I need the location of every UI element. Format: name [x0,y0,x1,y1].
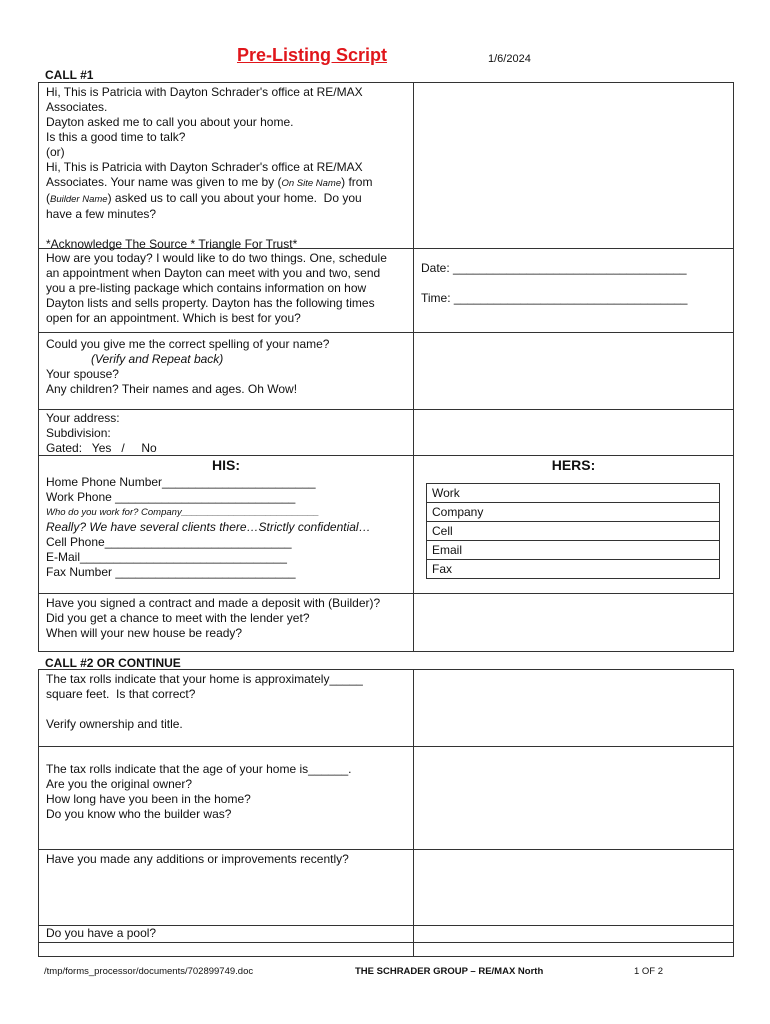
footer-page-number: 1 OF 2 [634,966,664,977]
appointment-line: Dayton lists and sells property. Dayton has the following times [46,296,375,310]
hers-work-field[interactable]: Work [427,484,719,503]
sqft-line: square feet. Is that correct? [46,687,196,701]
intro-line: Associates. [46,100,108,114]
appointment-line: you a pre-listing package which contains information on how [46,281,367,295]
intro-text: ( [46,191,50,205]
appointment-row [39,248,733,332]
hers-cell-field[interactable]: Cell [427,522,719,541]
spelling-line: Could you give me the correct spelling of your name? [46,337,330,351]
age-line: The tax rolls indicate that the age of your home is______. [46,762,352,776]
verify-note: (Verify and Repeat back) [91,352,224,366]
additions-line: Have you made any additions or improvements recently? [46,852,349,866]
his-work-phone-field[interactable]: Work Phone ___________________________ [46,490,296,504]
intro-line: Is this a good time to talk? [46,130,186,144]
sqft-cell [39,670,414,746]
call1-label: CALL #1 [45,68,94,82]
contract-line: Did you get a chance to meet with the lender yet? [46,611,310,625]
intro-row [39,82,733,251]
intro-cell [39,83,414,251]
intro-line: Dayton asked me to call you about your home. [46,115,294,129]
contract-line: Have you signed a contract and made a deposit with (Builder)? [46,596,381,610]
blank-cell [39,943,414,956]
additions-notes[interactable] [414,850,733,925]
spelling-cell [39,333,414,409]
call1-table [38,82,734,652]
hers-fax-field[interactable]: Fax [427,560,719,579]
intro-line: have a few minutes? [46,207,157,221]
spelling-notes[interactable] [414,333,733,409]
on-site-name-placeholder: On Site Name [281,178,342,189]
call2-label: CALL #2 OR CONTINUE [45,656,181,670]
intro-text: ) asked us to call you about your home. Do you [107,191,362,205]
address-cell [39,410,414,455]
intro-line: Hi, This is Patricia with Dayton Schrader's office at RE/MAX [46,160,363,174]
contact-row [39,455,733,593]
appointment-line: How are you today? I would like to do two things. One, schedule [46,251,387,265]
appointment-cell [39,249,414,332]
spelling-line: Your spouse? [46,367,119,381]
age-notes[interactable] [414,747,733,849]
call2-table [38,669,734,957]
pool-cell [39,926,414,942]
intro-line [46,175,406,191]
additions-cell [39,850,414,925]
his-fax-field[interactable]: Fax Number ___________________________ [46,565,296,579]
his-cell-field[interactable]: Cell Phone____________________________ [46,535,292,549]
footer-path: /tmp/forms_processor/documents/702899749.doc [44,966,254,977]
additions-row [39,849,733,925]
intro-line: (or) [46,145,65,159]
sqft-notes[interactable] [414,670,733,746]
page-title: Pre-Listing Script [237,45,388,65]
spelling-row [39,332,733,409]
intro-line [46,191,406,207]
age-line: Do you know who the builder was? [46,807,232,821]
his-heading: HIS: [212,457,240,473]
appointment-line: open for an appointment. Which is best for you? [46,311,301,325]
footer-company: THE SCHRADER GROUP – RE/MAX North [355,966,544,977]
contract-row [39,593,733,652]
pool-line: Do you have a pool? [46,926,157,940]
blank-row [39,942,733,957]
verify-ownership: Verify ownership and title. [46,717,183,731]
his-cell [39,456,414,593]
address-row [39,409,733,455]
pool-notes[interactable] [414,926,733,942]
age-line: How long have you been in the home? [46,792,251,806]
pool-row [39,925,733,942]
hers-heading: HERS: [551,457,596,473]
contract-cell [39,594,414,651]
age-cell [39,747,414,849]
sqft-line: The tax rolls indicate that your home is approximately_____ [46,672,363,686]
his-home-phone-field[interactable]: Home Phone Number_______________________ [46,475,316,489]
appointment-fields [414,249,733,332]
spelling-line: Any children? Their names and ages. Oh Wow! [46,382,298,396]
intro-line: Hi, This is Patricia with Dayton Schrader's office at RE/MAX [46,85,363,99]
hers-company-field[interactable]: Company [427,503,719,522]
address-line: Your address: [46,411,120,425]
intro-notes[interactable] [414,83,733,248]
time-field[interactable]: Time: ___________________________________ [421,291,688,305]
acknowledge-note: *Acknowledge The Source * Triangle For Trust* [46,237,298,251]
blank-notes[interactable] [414,943,733,956]
address-notes[interactable] [414,410,733,455]
intro-text: ) from [341,175,373,189]
appointment-line: an appointment when Dayton can meet with you and two, send [46,266,381,280]
his-email-field[interactable]: E-Mail_______________________________ [46,550,287,564]
date-field[interactable]: Date: ___________________________________ [421,261,687,275]
intro-text: Associates. Your name was given to me by ( [46,175,282,189]
hers-cell [414,456,733,593]
hers-email-field[interactable]: Email [427,541,719,560]
sqft-row [39,669,733,746]
hers-field-list [426,483,720,579]
subdivision-line: Subdivision: [46,426,111,440]
builder-name-placeholder: Builder Name [50,194,108,205]
contract-notes[interactable] [414,594,733,651]
contract-line: When will your new house be ready? [46,626,243,640]
document-date: 1/6/2024 [488,53,531,65]
age-line: Are you the original owner? [46,777,193,791]
age-row [39,746,733,849]
his-company-field[interactable]: Who do you work for? Company__________________________ [46,507,320,518]
confidential-note: Really? We have several clients there…Strictly confidential… [46,520,371,534]
gated-line: Gated: Yes / No [46,441,157,455]
